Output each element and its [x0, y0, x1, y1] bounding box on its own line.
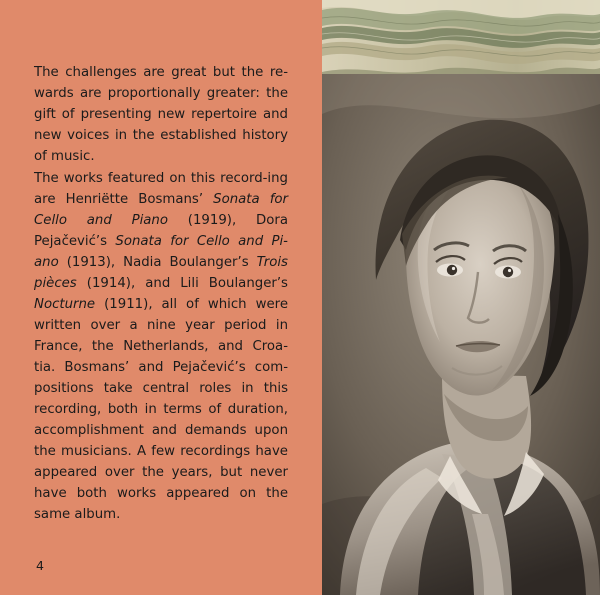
paragraph-works — [34, 168, 288, 525]
portrait-photograph — [322, 74, 600, 595]
work-title: Trois pièces — [34, 255, 288, 291]
work-title: Sonata for Cello and Piano — [34, 192, 289, 228]
paragraph-intro: The challenges are great but the re-wards are proportionally greater: the gift of presenting new repertoire and new voices in the established history of music. — [34, 65, 288, 164]
paragraph-text: (1919), Dora Pejačević’s — [34, 213, 288, 249]
work-title: Nocturne — [34, 297, 96, 312]
paragraph-text: The works featured on this record-ing are Henriëtte Bosmans’ — [34, 171, 288, 207]
page-number: 4 — [36, 558, 44, 573]
paragraph-text: (1914), and Lili Boulanger’s — [76, 276, 288, 291]
paragraph-text: (1913), Nadia Boulanger’s — [58, 255, 257, 270]
paragraph-text: (1911), all of which were written over a nine year period in France, the Netherlands, and Croa-tia. Bosmans’ and Pejačević’s com-positions take central roles in this recording, both in terms of duration, accomplishment and demands upon the musicians. A few recordings have appeared over the years, but never have both works appeared on the same album. — [34, 297, 288, 522]
work-title: Sonata for Cello and Pi-ano — [34, 234, 288, 270]
image-column — [322, 0, 600, 595]
marbled-paper-band — [322, 0, 600, 74]
